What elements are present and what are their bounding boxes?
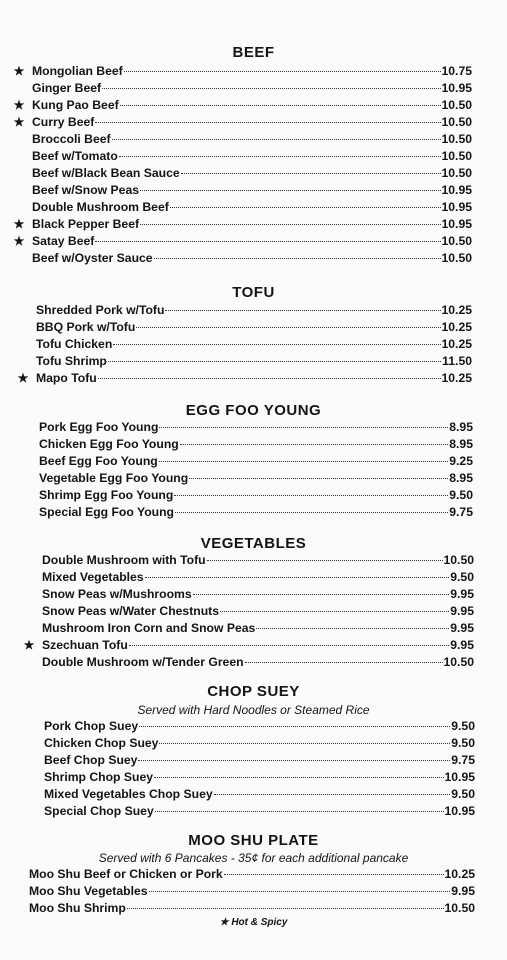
beef-list [13,64,472,268]
menu-item [32,200,472,217]
dot-leader [207,560,443,561]
menu-item-price: 10.50 [444,901,475,915]
menu-item-name: Tofu Shrimp [36,354,107,368]
menu-item-price: 9.25 [449,454,473,468]
menu-item [13,234,472,251]
menu-item-name: Moo Shu Vegetables [29,884,148,898]
menu-item-price: 10.25 [441,337,472,351]
menu-item-price: 10.95 [441,200,472,214]
menu-item-name: Beef w/Black Bean Sauce [32,166,180,180]
menu-item [17,371,472,388]
section-title-vegetables: VEGETABLES [200,535,307,552]
menu-item [32,183,472,200]
dot-leader [170,207,441,208]
menu-item [36,320,472,337]
menu-item [29,884,475,901]
menu-item [44,804,475,821]
menu-item [39,420,473,437]
dot-leader [98,378,441,379]
star-icon: ★ [13,234,25,248]
menu-item [36,354,472,371]
dot-leader [127,908,444,909]
section-title-moo-shu-plate: MOO SHU PLATE [188,832,319,849]
menu-item [42,604,474,621]
moo-shu-subtitle: Served with 6 Pancakes - 35¢ for each additional pancake [98,851,409,865]
star-icon: ★ [219,917,229,928]
menu-item-name: Beef Egg Foo Young [39,454,158,468]
menu-item-name: Shrimp Chop Suey [44,770,154,784]
menu-item-name: Special Egg Foo Young [39,505,174,519]
dot-leader [129,645,450,646]
star-icon: ★ [13,98,25,112]
menu-item [44,719,475,736]
menu-item-name: Double Mushroom w/Tender Green [42,655,244,669]
menu-item-name: Beef w/Tomato [32,149,118,163]
menu-item [23,638,474,655]
dot-leader [136,327,440,328]
menu-item-price: 10.95 [441,183,472,197]
dot-leader [95,241,440,242]
dot-leader [145,577,450,578]
menu-item [32,81,472,98]
dot-leader [139,726,450,727]
menu-item-name: Black Pepper Beef [32,217,140,231]
menu-item [39,471,473,488]
menu-item-price: 10.50 [443,553,474,567]
menu-item-name: Vegetable Egg Foo Young [39,471,189,485]
chop-suey-list [44,719,475,821]
menu-item-name: Mixed Vegetables Chop Suey [44,787,213,801]
menu-item-name: Mapo Tofu [36,371,97,385]
star-icon: ★ [13,115,25,129]
legend-text: Hot & Spicy [231,917,288,928]
menu-item [13,64,472,81]
menu-item [32,166,472,183]
menu-item [42,570,474,587]
menu-item-name: BBQ Pork w/Tofu [36,320,136,334]
dot-leader [159,427,448,428]
menu-item-price: 9.95 [450,638,474,652]
dot-leader [245,662,443,663]
menu-item-price: 9.50 [451,736,475,750]
menu-item-price: 10.95 [444,804,475,818]
menu-item-price: 10.75 [441,64,472,78]
star-icon: ★ [17,371,29,385]
menu-item-price: 10.25 [441,371,472,385]
menu-item-price: 10.25 [441,303,472,317]
menu-item [29,901,475,918]
menu-item-name: Broccoli Beef [32,132,111,146]
menu-item [44,753,475,770]
menu-item-name: Shredded Pork w/Tofu [36,303,165,317]
menu-item-price: 10.50 [441,149,472,163]
menu-item-name: Special Chop Suey [44,804,154,818]
section-title-chop-suey: CHOP SUEY [207,683,300,700]
dot-leader [155,811,444,812]
menu-item-name: Chicken Chop Suey [44,736,159,750]
menu-item-price: 10.50 [441,234,472,248]
dot-leader [95,122,440,123]
menu-item-name: Double Mushroom with Tofu [42,553,206,567]
menu-item-price: 9.95 [450,604,474,618]
star-icon: ★ [13,217,25,231]
menu-item-price: 9.75 [449,505,473,519]
moo-shu-list [29,867,475,918]
menu-item [39,488,473,505]
dot-leader [224,874,444,875]
dot-leader [189,478,448,479]
menu-item [36,303,472,320]
dot-leader [165,310,440,311]
dot-leader [102,88,440,89]
dot-leader [140,190,440,191]
menu-item-price: 10.50 [441,132,472,146]
dot-leader [154,777,443,778]
menu-item [42,621,474,638]
menu-item-price: 9.50 [451,719,475,733]
menu-item [39,437,473,454]
menu-item-price: 8.95 [449,420,473,434]
dot-leader [175,512,448,513]
menu-item-price: 10.50 [441,98,472,112]
vegetables-list [23,553,474,672]
menu-item [32,132,472,149]
menu-item-price: 8.95 [449,437,473,451]
menu-item [13,115,472,132]
dot-leader [180,444,449,445]
menu-item-price: 10.50 [441,166,472,180]
menu-item-price: 11.50 [442,354,472,368]
section-title-beef: BEEF [232,44,275,61]
menu-item [42,655,474,672]
dot-leader [214,794,451,795]
menu-item-price: 10.50 [441,115,472,129]
menu-item-name: Satay Beef [32,234,95,248]
menu-item-name: Moo Shu Shrimp [29,901,126,915]
menu-item-price: 8.95 [449,471,473,485]
menu-item [29,867,475,884]
menu-item-name: Mongolian Beef [32,64,123,78]
dot-leader [138,760,450,761]
menu-item-name: Mushroom Iron Corn and Snow Peas [42,621,256,635]
dot-leader [220,611,449,612]
menu-item-name: Pork Chop Suey [44,719,139,733]
egg-foo-young-list [39,420,473,522]
menu-item [42,587,474,604]
dot-leader [124,71,441,72]
menu-item-name: Kung Pao Beef [32,98,119,112]
menu-item-name: Pork Egg Foo Young [39,420,159,434]
menu-item [13,98,472,115]
menu-item-name: Snow Peas w/Mushrooms [42,587,192,601]
menu-item-price: 9.50 [449,488,473,502]
dot-leader [149,891,451,892]
menu-item-name: Chicken Egg Foo Young [39,437,179,451]
dot-leader [256,628,449,629]
menu-item-price: 9.95 [450,621,474,635]
menu-item-name: Tofu Chicken [36,337,113,351]
star-icon: ★ [23,638,35,652]
menu-item-name: Shrimp Egg Foo Young [39,488,174,502]
menu-item-name: Double Mushroom Beef [32,200,169,214]
menu-item-name: Curry Beef [32,115,95,129]
menu-item [39,454,473,471]
dot-leader [174,495,448,496]
menu-item-price: 10.50 [441,251,472,265]
tofu-list [17,303,472,388]
section-title-tofu: TOFU [232,284,275,301]
dot-leader [140,224,440,225]
menu-item-price: 10.95 [441,217,472,231]
dot-leader [154,258,441,259]
menu-item [32,251,472,268]
menu-item-name: Ginger Beef [32,81,102,95]
menu-item-name: Mixed Vegetables [42,570,144,584]
menu-item [44,770,475,787]
menu-item-price: 9.50 [451,787,475,801]
menu-item-price: 10.25 [444,867,475,881]
menu-item [13,217,472,234]
menu-item-price: 10.95 [441,81,472,95]
menu-item-price: 9.75 [451,753,475,767]
dot-leader [159,743,450,744]
menu-item-name: Szechuan Tofu [42,638,128,652]
menu-item [44,736,475,753]
menu-item-price: 10.95 [444,770,475,784]
dot-leader [120,105,441,106]
menu-item-name: Snow Peas w/Water Chestnuts [42,604,219,618]
dot-leader [193,594,450,595]
menu-item-price: 10.50 [443,655,474,669]
chop-suey-subtitle: Served with Hard Noodles or Steamed Rice [137,703,370,717]
menu-item-price: 9.95 [450,587,474,601]
dot-leader [108,361,441,362]
menu-item [36,337,472,354]
menu-item [39,505,473,522]
menu-item [42,553,474,570]
dot-leader [112,139,441,140]
dot-leader [181,173,441,174]
menu-item-name: Beef w/Snow Peas [32,183,140,197]
section-title-egg-foo-young: EGG FOO YOUNG [185,402,322,419]
menu-item-name: Moo Shu Beef or Chicken or Pork [29,867,223,881]
dot-leader [113,344,440,345]
menu-item-name: Beef Chop Suey [44,753,138,767]
legend [0,917,507,928]
menu-item-name: Beef w/Oyster Sauce [32,251,153,265]
menu-item [32,149,472,166]
menu-item-price: 9.50 [450,570,474,584]
menu-item [44,787,475,804]
dot-leader [119,156,441,157]
menu-item-price: 9.95 [451,884,475,898]
menu-item-price: 10.25 [441,320,472,334]
dot-leader [159,461,449,462]
star-icon: ★ [13,64,25,78]
